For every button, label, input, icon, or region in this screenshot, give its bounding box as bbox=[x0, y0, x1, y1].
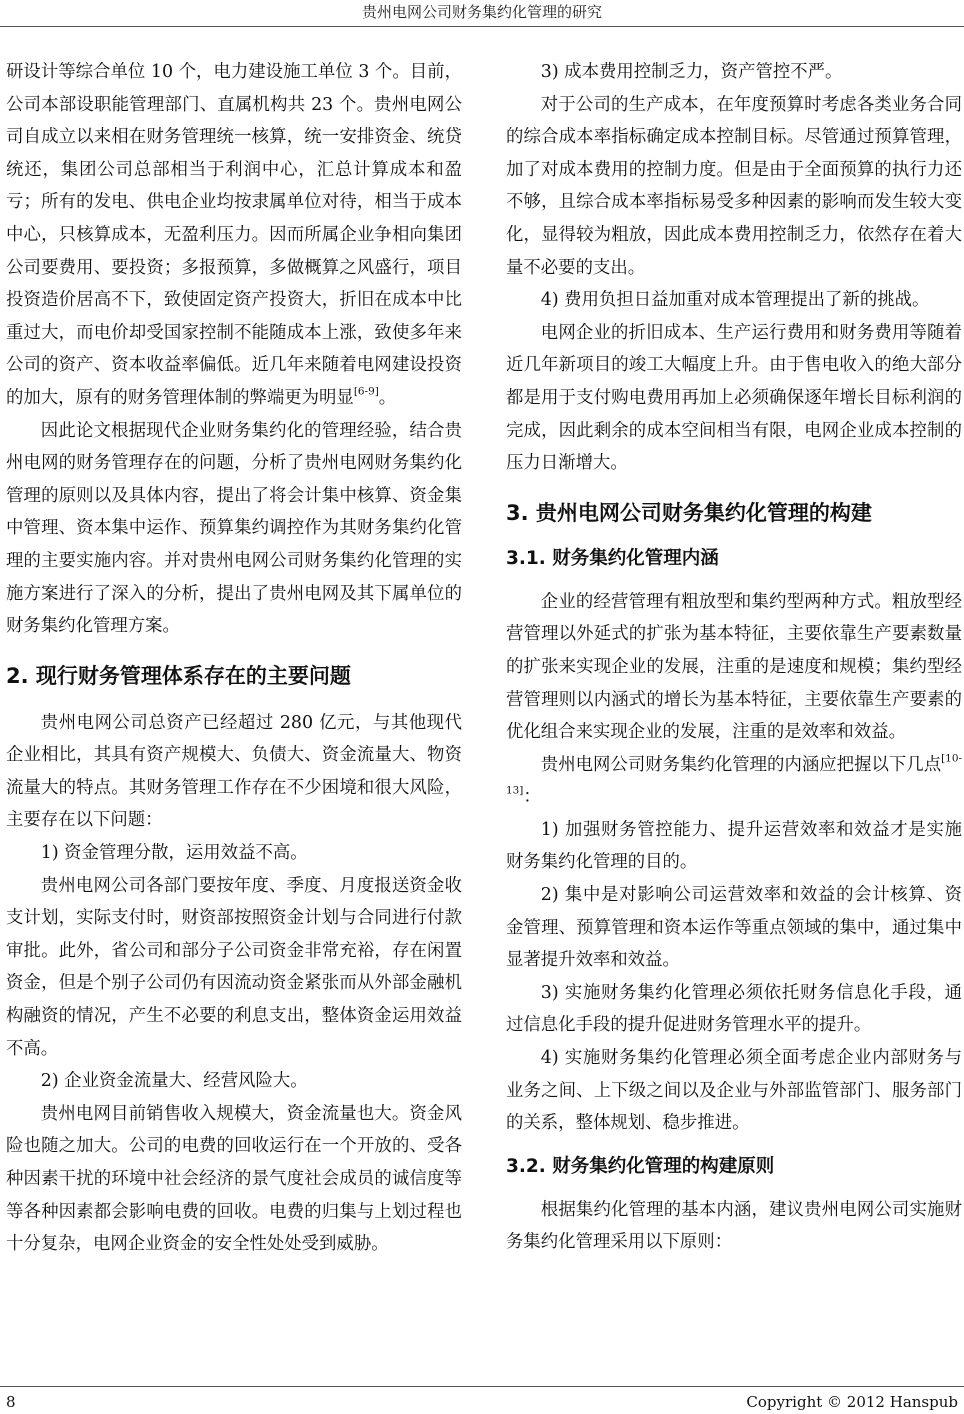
connotation-point-3: 3) 实施财务集约化管理必须依托财务信息化手段，通过信息化手段的提升促进财务管理水平的提升。 bbox=[506, 982, 962, 1036]
left-column bbox=[6, 56, 462, 1261]
problem-item-3: 3) 成本费用控制乏力，资产管控不严。 bbox=[540, 62, 843, 82]
paragraph-fund-management: 贵州电网公司各部门要按年度、季度、月度报送资金收支计划，实际支付时，财资部按照资金计划与合同进行付款审批。此外，省公司和部分子公司资金非常充裕，存在闲置资金，但是个别子公司仍有因流动资金紧张而从外部金融机构融资的情况，产生不必要的利息支出，整体资金运用效益不高。 bbox=[6, 875, 462, 1059]
section-3-2-heading: 3.2. 财务集约化管理的构建原则 bbox=[506, 1155, 775, 1177]
problem-item-2: 2) 企业资金流量大、经营风险大。 bbox=[40, 1071, 308, 1092]
connotation-point-4: 4) 实施财务集约化管理必须全面考虑企业内部财务与业务之间、上下级之间以及企业与外部监管部门、服务部门的关系，整体规划、稳步推进。 bbox=[506, 1048, 962, 1134]
connotation-point-1: 1) 加强财务管控能力、提升运营效率和效益才是实施财务集约化管理的目的。 bbox=[506, 819, 962, 873]
problem-item-4: 4) 费用负担日益加重对成本管理提出了新的挑战。 bbox=[540, 290, 930, 311]
paragraph-intro-continued bbox=[6, 56, 462, 415]
section-3-heading: 3. 贵州电网公司财务集约化管理的构建 bbox=[506, 500, 872, 525]
citation-10-13[interactable]: [10-13] bbox=[506, 752, 962, 797]
problem-item-1: 1) 资金管理分散，运用效益不高。 bbox=[40, 843, 308, 864]
paragraph-total-assets: 贵州电网公司总资产已经超过 280 亿元，与其他现代企业相比，其具有资产规模大、负债大、资金流量大、物资流量大的特点。其财务管理工作存在不少困境和很大风险，主要存在以下问题： bbox=[6, 712, 462, 831]
section-2-heading: 2. 现行财务管理体系存在的主要问题 bbox=[6, 663, 351, 688]
right-column bbox=[506, 56, 962, 1259]
section-3-1-heading: 3.1. 财务集约化管理内涵 bbox=[506, 547, 719, 569]
connotation-point-2: 2) 集中是对影响公司运营效率和效益的会计核算、资金管理、预算管理和资本运作等重点领域的集中，通过集中显著提升效率和效益。 bbox=[506, 885, 962, 971]
paragraph-end: ： bbox=[523, 787, 541, 808]
paragraph-end: 。 bbox=[378, 387, 397, 408]
paragraph-cost-pressure: 电网企业的折旧成本、生产运行费用和财务费用等随着近几年新项目的竣工大幅度上升。由于售电收入的绝大部分都是用于支付购电费用再加上必须确保逐年增长目标利润的完成，因此剩余的成本空间相当有限，电网企业成本控制的压力日渐增大。 bbox=[506, 322, 962, 474]
footer-divider bbox=[0, 1386, 964, 1387]
citation-6-9[interactable]: [6-9] bbox=[353, 385, 379, 398]
paragraph-paper-purpose: 因此论文根据现代企业财务集约化的管理经验，结合贵州电网的财务管理存在的问题，分析了贵州电网财务集约化管理的原则以及具体内容，提出了将会计集中核算、资金集中管理、资本集中运作、预算集约调控作为其财务集约化管理的主要实施内容。并对贵州电网公司财务集约化管理的实施方案进行了深入的分析，提出了贵州电网及其下属单位的财务集约化管理方案。 bbox=[6, 420, 462, 637]
paragraph-principles-intro: 根据集约化管理的基本内涵，建议贵州电网公司实施财务集约化管理采用以下原则： bbox=[506, 1199, 962, 1253]
paragraph-text: 研设计等综合单位 10 个，电力建设施工单位 3 个。目前，公司本部设职能管理部门、直属机构共 23 个。贵州电网公司自成立以来相在财务管理统一核算，统一安排资金、统贷统还，集团公司总部相当于利润中心，汇总计算成本和盈亏；所有的发电、供电企业均按隶属单位对待，相当于成本中心，只核算成本，无盈利压力。因而所属企业争相向集团公司要费用、要投资；多报预算，多做概算之风盛行，项目投资造价居高不下，致使固定资产投资大，折旧在成本中比重过大，而电价却受国家控制不能随成本上涨，致使多年来公司的资产、资本收益率偏低。近几年来随着电网建设投资的加大，原有的财务管理体制的弊端更为明显 bbox=[6, 62, 462, 408]
page-number: 8 bbox=[6, 1393, 16, 1411]
paragraph-management-modes: 企业的经营管理有粗放型和集约型两种方式。粗放型经营管理以外延式的扩张为基本特征，主要依靠生产要素数量的扩张来实现企业的发展，注重的是速度和规模；集约型经营管理则以内涵式的增长为基本特征，主要依靠生产要素的优化组合来实现企业的发展，注重的是效率和效益。 bbox=[506, 591, 962, 743]
copyright-notice: Copyright © 2012 Hanspub bbox=[746, 1393, 958, 1411]
running-header-title: 贵州电网公司财务集约化管理的研究 bbox=[361, 3, 602, 21]
running-header bbox=[0, 0, 964, 27]
paragraph-text: 贵州电网公司财务集约化管理的内涵应把握以下几点 bbox=[540, 754, 942, 775]
paragraph-cost-control: 对于公司的生产成本，在年度预算时考虑各类业务合同的综合成本率指标确定成本控制目标。尽管通过预算管理，加了对成本费用的控制力度。但是由于全面预算的执行力还不够，且综合成本率指标易受多种因素的影响而发生较大变化，显得较为粗放，因此成本费用控制乏力，依然存在着大量不必要的支出。 bbox=[506, 94, 962, 278]
paragraph-fund-risk: 贵州电网目前销售收入规模大，资金流量也大。资金风险也随之加大。公司的电费的回收运行在一个开放的、受各种因素干扰的环境中社会经济的景气度社会成员的诚信度等等各种因素都会影响电费的回收。电费的归集与上划过程也十分复杂，电网企业资金的安全性处处受到威胁。 bbox=[6, 1103, 462, 1255]
paragraph-connotation-intro bbox=[506, 749, 962, 814]
